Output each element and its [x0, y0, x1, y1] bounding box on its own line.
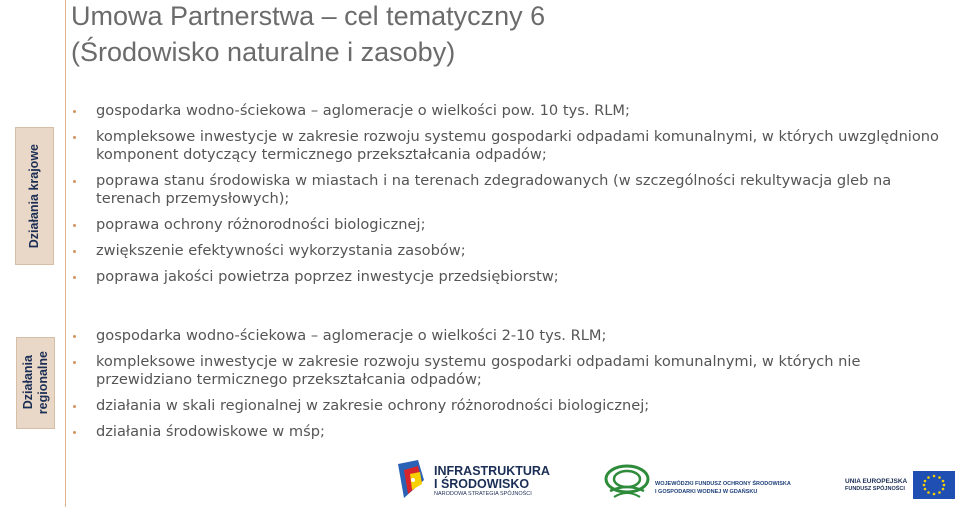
eu-logo-line-1: UNIA EUROPEJSKA [845, 477, 908, 485]
left-divider-line [65, 0, 66, 507]
slide-title [71, 0, 545, 70]
infra-logo-line-2: I ŚRODOWISKO [434, 476, 530, 491]
infra-logo-line-3: NARODOWA STRATEGIA SPÓJNOŚCI [434, 490, 532, 497]
infrastructure-logo [398, 460, 550, 502]
wfos-logo [604, 461, 791, 501]
eu-flag-icon [913, 471, 955, 499]
list-item: gospodarka wodno-ściekowa – aglomeracje o wielkości 2-10 tys. RLM; [96, 327, 956, 345]
section-label-national [15, 127, 54, 265]
wfos-logo-line-2: I GOSPODARKI WODNEJ W GDAŃSKU [655, 489, 758, 495]
wfos-emblem-icon [604, 461, 650, 501]
infra-logo-line-1: INFRASTRUKTURA [434, 463, 550, 478]
list-item: działania w skali regionalnej w zakresie ochrony różnorodności biologicznej; [96, 397, 956, 415]
regional-actions-list [96, 327, 956, 449]
eu-logo [845, 471, 955, 499]
list-item: poprawa stanu środowiska w miastach i na terenach zdegradowanych (w szczególności rekultywacja gleb na terenach przemysłowych); [96, 172, 956, 208]
title-line-1: Umowa Partnerstwa – cel tematyczny 6 [71, 1, 546, 31]
section-label-regional [16, 337, 55, 429]
list-item: gospodarka wodno-ściekowa – aglomeracje o wielkości pow. 10 tys. RLM; [96, 102, 956, 120]
list-item: kompleksowe inwestycje w zakresie rozwoju systemu gospodarki odpadami komunalnymi, w których uwzględniono komponent dotyczący termicznego przekształcania odpadów; [96, 128, 956, 164]
national-actions-list [96, 102, 956, 294]
section-label-regional-text: Działania regionalne [20, 351, 50, 415]
footer-logos [0, 455, 959, 507]
list-item: poprawa jakości powietrza poprzez inwestycje przedsiębiorstw; [96, 268, 956, 286]
list-item: kompleksowe inwestycje w zakresie rozwoju systemu gospodarki odpadami komunalnymi, w których nie przewidziano termicznego przekształcania odpadów; [96, 353, 956, 389]
section-label-national-text: Działania krajowe [27, 143, 41, 249]
list-item: poprawa ochrony różnorodności biologicznej; [96, 216, 956, 234]
star-flag-icon [398, 460, 428, 502]
title-line-2: (Środowisko naturalne i zasoby) [71, 37, 456, 67]
list-item: działania środowiskowe w mśp; [96, 423, 956, 441]
wfos-logo-line-1: WOJEWÓDZKI FUNDUSZ OCHRONY ŚRODOWISKA [655, 481, 791, 487]
eu-logo-line-2: FUNDUSZ SPÓJNOŚCI [845, 485, 905, 492]
list-item: zwiększenie efektywności wykorzystania zasobów; [96, 242, 956, 260]
